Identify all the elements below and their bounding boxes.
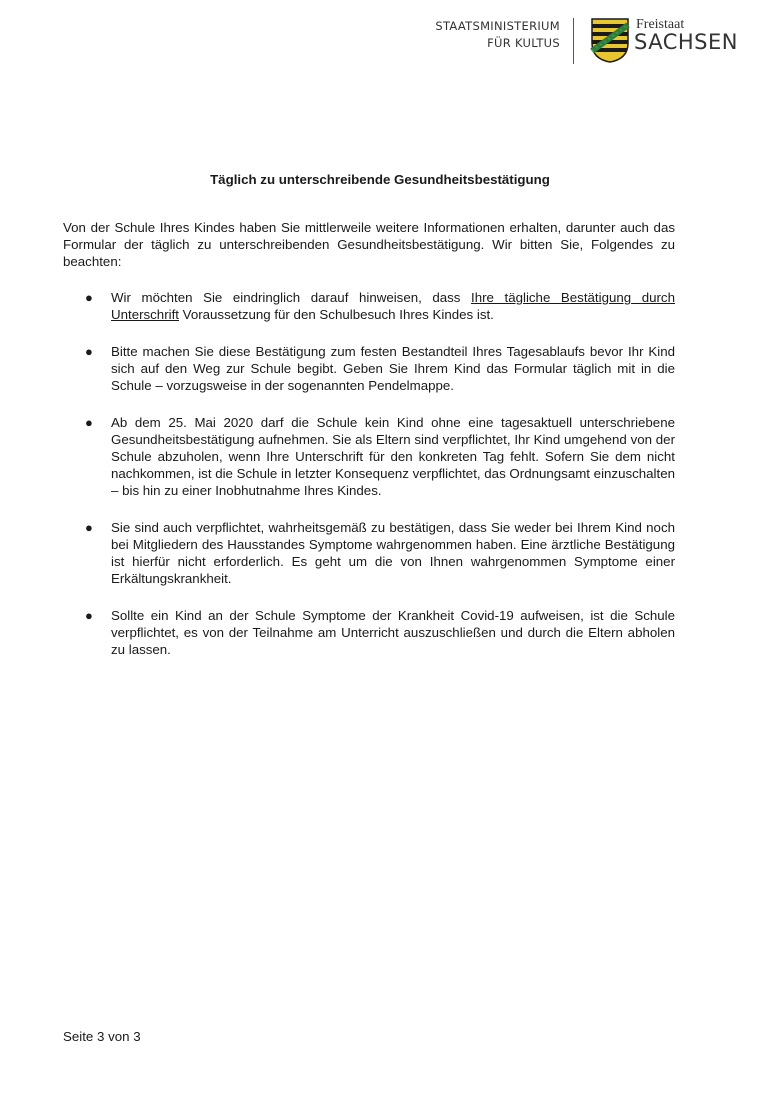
bullet-underlined-text: Ihre tägliche Bestätigung durch Unterschrift <box>111 290 675 322</box>
saxony-coat-of-arms-icon <box>590 17 630 63</box>
bullet-dot-icon: ● <box>85 290 93 305</box>
bullet-text-after: Voraussetzung für den Schulbesuch Ihres Kindes ist. <box>178 307 494 322</box>
header-divider <box>573 18 574 64</box>
bullet-item <box>63 289 675 323</box>
bullet-list <box>63 289 675 678</box>
bullet-item <box>63 607 675 658</box>
state-label-big: SACHSEN <box>634 30 738 54</box>
page-number: Seite 3 von 3 <box>63 1029 141 1044</box>
ministry-line-1: STAATSMINISTERIUM <box>435 19 560 33</box>
ministry-line-2: FÜR KULTUS <box>487 36 560 50</box>
bullet-text: Ab dem 25. Mai 2020 darf die Schule kein Kind ohne eine tagesaktuell unterschriebene Gesundheitsbestätigung aufnehmen. Sie als Eltern sind verpflichtet, Ihr Kind umgehend von der Schule abzuholen, wenn Ihre Unterschrift für den konkreten Tag fehlt. Sofern Sie dem nicht nachkommen, ist die Schule in letzter Konsequenz verpflichtet, das Ordnungsamt einzuschalten – bis hin zu einer Inobhutnahme Ihres Kindes. <box>111 415 675 498</box>
bullet-item <box>63 343 675 394</box>
document-title: Täglich zu unterschreibende Gesundheitsbestätigung <box>210 172 550 187</box>
bullet-item <box>63 519 675 587</box>
bullet-text: Sie sind auch verpflichtet, wahrheitsgemäß zu bestätigen, dass Sie weder bei Ihrem Kind noch bei Mitgliedern des Hausstandes Symptome wahrgenommen haben. Eine ärztliche Bestätigung ist hierfür nicht erforderlich. Es geht um die von Ihnen wahrgenommen Symptome einer Erkältungskrankheit. <box>111 520 675 586</box>
state-label-small: Freistaat <box>636 17 685 32</box>
bullet-text: Wir möchten Sie eindringlich darauf hinweisen, dass <box>111 290 472 305</box>
ministry-name <box>400 18 560 52</box>
bullet-dot-icon: ● <box>85 344 93 359</box>
bullet-text: Sollte ein Kind an der Schule Symptome der Krankheit Covid-19 aufweisen, ist die Schule verpflichtet, es von der Teilnahme am Unterricht auszuschließen und durch die Eltern abholen zu lassen. <box>111 608 675 657</box>
bullet-text: Bitte machen Sie diese Bestätigung zum festen Bestandteil Ihres Tagesablaufs bevor Ihr Kind sich auf den Weg zur Schule begibt. Geben Sie Ihrem Kind das Formular täglich mit in die Schule – vorzugsweise in der sogenannten Pendelmappe. <box>111 344 675 393</box>
bullet-item <box>63 414 675 499</box>
bullet-dot-icon: ● <box>85 415 93 430</box>
bullet-dot-icon: ● <box>85 520 93 535</box>
bullet-dot-icon: ● <box>85 608 93 623</box>
intro-paragraph: Von der Schule Ihres Kindes haben Sie mittlerweile weitere Informationen erhalten, darunter auch das Formular der täglich zu unterschreibenden Gesundheitsbestätigung. Wir bitten Sie, Folgendes zu beachten: <box>63 220 675 269</box>
